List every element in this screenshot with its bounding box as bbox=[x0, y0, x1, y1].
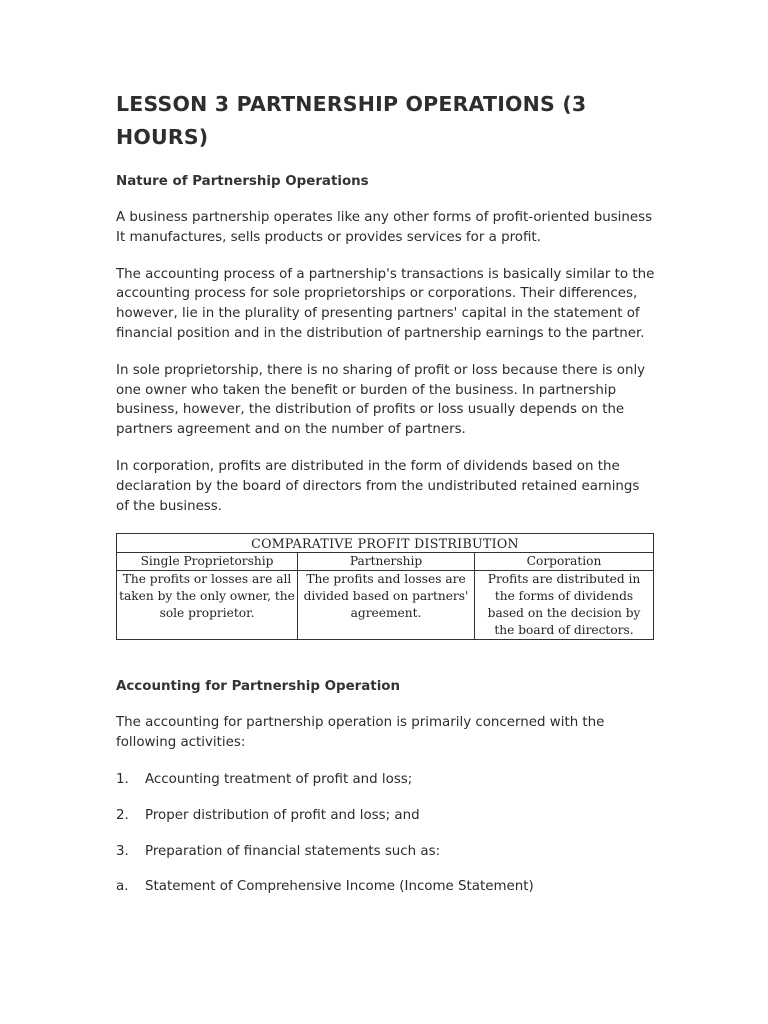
list-item-text: Proper distribution of profit and loss; and bbox=[145, 807, 420, 823]
list-marker: 1. bbox=[116, 771, 129, 787]
list-item bbox=[116, 842, 656, 862]
table-header-row bbox=[117, 553, 654, 571]
paragraph: The accounting for partnership operation is primarily concerned with the following activities: bbox=[116, 715, 605, 751]
section-heading-nature: Nature of Partnership Operations bbox=[116, 174, 369, 189]
column-header: Corporation bbox=[475, 553, 654, 571]
list-item-text: Accounting treatment of profit and loss; bbox=[145, 771, 413, 787]
table-row bbox=[117, 571, 654, 640]
activity-list bbox=[116, 770, 656, 897]
document-page bbox=[116, 88, 656, 897]
list-item bbox=[116, 770, 656, 790]
paragraph: In corporation, profits are distributed in the form of dividends based on the declaration by the board of directors from the undistributed retained earnings of the business. bbox=[116, 458, 640, 514]
table-cell: The profits and losses are divided based on partners' agreement. bbox=[298, 571, 475, 640]
list-item-text: Preparation of financial statements such as: bbox=[145, 843, 441, 859]
page-title: LESSON 3 PARTNERSHIP OPERATIONS (3 HOURS) bbox=[116, 92, 587, 149]
table-cell: Profits are distributed in the forms of dividends based on the decision by the board of directors. bbox=[475, 571, 654, 640]
table-cell: The profits or losses are all taken by the only owner, the sole proprietor. bbox=[117, 571, 298, 640]
list-item bbox=[116, 877, 656, 897]
paragraph: A business partnership operates like any other forms of profit-oriented business It manufactures, sells products or provides services for a profit. bbox=[116, 210, 653, 245]
paragraph: The accounting process of a partnership's transactions is basically similar to the accounting process for sole proprietorships or corporations. Their differences, however, lie in the plurality of presenting partners' capital in the statement of financial position and in the distribution of partnership earnings to the partner. bbox=[116, 266, 655, 341]
column-header: Single Proprietorship bbox=[117, 553, 298, 571]
list-marker: 2. bbox=[116, 807, 129, 823]
table-caption: COMPARATIVE PROFIT DISTRIBUTION bbox=[117, 534, 654, 553]
list-marker: a. bbox=[116, 879, 129, 895]
list-item-text: Statement of Comprehensive Income (Income Statement) bbox=[145, 879, 534, 895]
list-marker: 3. bbox=[116, 843, 129, 859]
section-heading-accounting: Accounting for Partnership Operation bbox=[116, 679, 401, 695]
column-header: Partnership bbox=[298, 553, 475, 571]
comparative-profit-table bbox=[116, 533, 654, 640]
paragraph: In sole proprietorship, there is no sharing of profit or loss because there is only one owner who taken the benefit or burden of the business. In partnership business, however, the distribution of profits or loss usually depends on the partners agreement and on the number of partners. bbox=[116, 362, 646, 438]
table-caption-row bbox=[117, 534, 654, 553]
list-item bbox=[116, 806, 656, 826]
